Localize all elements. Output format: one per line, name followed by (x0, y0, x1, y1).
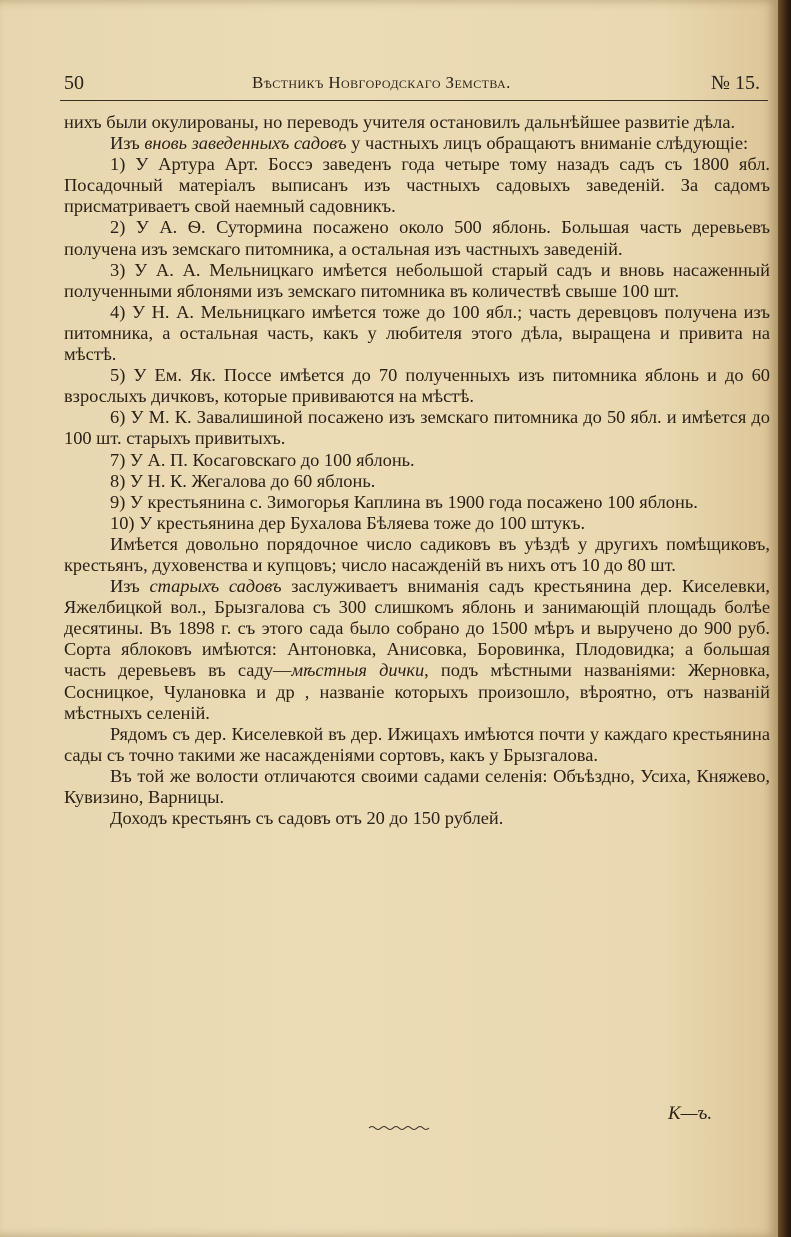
italic-run: мѣстныя дички (291, 660, 425, 681)
text-run: у частныхъ лицъ обращаютъ вниманіе слѣдующіе: (346, 133, 749, 154)
author-signature: К—ъ. (668, 1103, 713, 1124)
article-body (64, 112, 770, 829)
paragraph (64, 471, 770, 492)
page-number: 50 (64, 72, 84, 94)
text-run: 1) У Артура Арт. Боссэ заведенъ года четыре тому назадъ садъ съ 1800 ябл. Посадочный матеріалъ выписанъ изъ частныхъ садовыхъ заведеній. За садомъ присматриваетъ свой наемный садовникъ. (64, 154, 770, 217)
text-run: 5) У Ем. Як. Поссе имѣется до 70 полученныхъ изъ питомника яблонь и до 60 взрослыхъ дичковъ, которые прививаются на мѣстѣ. (64, 365, 770, 407)
text-run: 8) У Н. К. Жегалова до 60 яблонь. (110, 470, 376, 491)
paragraph (64, 154, 770, 217)
text-run: нихъ были окулированы, но переводъ учителя остановилъ дальнѣйшее развитіе дѣла. (64, 112, 736, 132)
text-run: 2) У А. Ѳ. Сутормина посажено около 500 яблонь. Большая часть деревьевъ получена изъ земскаго питомника, а остальная изъ частныхъ заведеній. (64, 217, 770, 259)
paragraph (64, 133, 770, 154)
paragraph (64, 260, 770, 302)
issue-number: № 15. (710, 72, 760, 94)
italic-run: вновь заведенныхъ садовъ (144, 133, 347, 154)
paragraph (64, 766, 770, 808)
paragraph (64, 724, 770, 766)
text-run: 4) У Н. А. Мельницкаго имѣется тоже до 100 ябл.; часть деревцовъ получена изъ питомника, а остальная часть, какъ у любителя этого дѣла, выращена и привита на мѣстѣ. (64, 301, 770, 365)
paragraph (64, 492, 770, 513)
text-run: Изъ (110, 576, 150, 597)
journal-title: Вѣстникъ Новгородскаго Земства. (252, 73, 511, 92)
text-run: заслуживаетъ вниманія садъ крестьянина дер. Киселевки, Яжелбицкой вол., Брызгалова съ 300 слишкомъ яблонь и занимающій площадь болѣе десятины. Въ 1898 г. съ этого сада было собрано до 1500 мѣръ и выручено до 900 руб. Сорта яблоковъ имѣются: Антоновка, Анисовка, Боровинка, Плодовидка; а большая часть деревьевъ въ саду— (64, 576, 771, 681)
running-header (64, 72, 764, 98)
text-run: Въ той же волости отличаются своими садами селенія: Объѣздно, Усиха, Княжево, Кувизино, Варницы. (64, 765, 770, 807)
text-run: 7) У А. П. Косаговскаго до 100 яблонь. (110, 449, 415, 470)
text-run: , подъ мѣстными названіями: Жерновка, Сосницкое, Чулановка и др , названіе которыхъ произошло, вѣроятно, отъ названій мѣстныхъ селеній. (64, 660, 770, 723)
end-flourish-ornament (368, 1124, 430, 1132)
italic-run: старыхъ садовъ (149, 576, 282, 597)
text-run: 6) У М. К. Завалишиной посажено изъ земскаго питомника до 50 ябл. и имѣется до 100 шт. старыхъ привитыхъ. (64, 407, 770, 449)
paragraph (64, 808, 770, 829)
book-spine-edge (778, 0, 791, 1237)
header-rule (60, 100, 768, 101)
paragraph (64, 365, 770, 407)
text-run: Имѣется довольно порядочное число садиковъ въ уѣздѣ у другихъ помѣщиковъ, крестьянъ, духовенства и купцовъ; число насажденій въ нихъ отъ 10 до 80 шт. (64, 533, 770, 575)
text-run: 10) У крестьянина дер Бухалова Бѣляева тоже до 100 штукъ. (110, 512, 586, 533)
text-run: 3) У А. А. Мельницкаго имѣется небольшой старый садъ и вновь насаженный полученными яблонями изъ земскаго питомника въ количествѣ свыше 100 шт. (64, 259, 770, 301)
paragraph (64, 576, 770, 724)
text-run: Рядомъ съ дер. Киселевкой въ дер. Ижицахъ имѣются почти у каждаго крестьянина сады съ точно такими же насажденіями сортовъ, какъ у Брызгалова. (64, 723, 770, 765)
paragraph (64, 534, 770, 576)
paragraph (64, 302, 770, 365)
text-run: Изъ (110, 133, 145, 154)
paragraph (64, 217, 770, 259)
paragraph (64, 513, 770, 534)
text-run: Доходъ крестьянъ съ садовъ отъ 20 до 150 рублей. (110, 808, 504, 829)
text-run: 9) У крестьянина с. Зимогорья Каплина въ 1900 года посажено 100 яблонь. (110, 491, 698, 512)
paragraph (64, 407, 770, 449)
paragraph (64, 112, 770, 133)
paragraph (64, 450, 770, 471)
